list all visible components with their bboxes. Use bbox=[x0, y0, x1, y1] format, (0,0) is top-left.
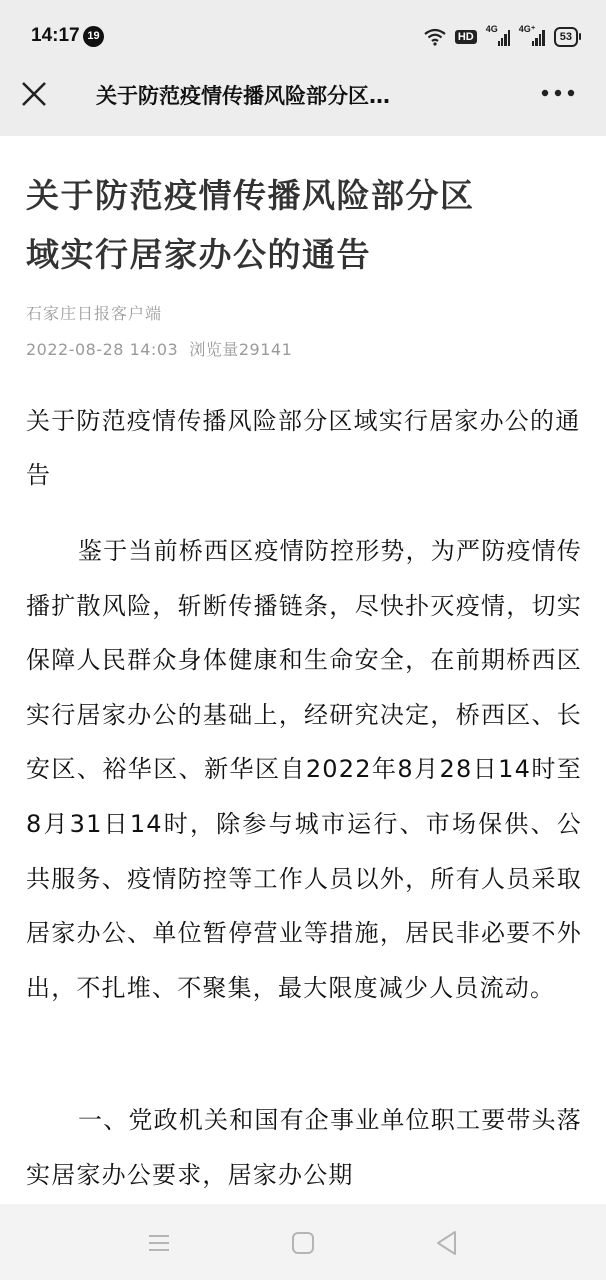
wifi-icon bbox=[424, 28, 446, 46]
system-nav-bar bbox=[0, 1204, 606, 1280]
notification-count-badge: 19 bbox=[83, 26, 104, 47]
article-source[interactable]: 石家庄日报客户端 bbox=[26, 304, 163, 323]
article-title bbox=[26, 166, 576, 284]
article-title-line-1: 关于防范疫情传播风险部分区 bbox=[26, 176, 475, 215]
nav-title: 关于防范疫情传播风险部分区… bbox=[96, 84, 390, 108]
more-icon[interactable] bbox=[540, 80, 576, 106]
status-bar bbox=[0, 0, 606, 70]
article-paragraph-1: 鉴于当前桥西区疫情防控形势，为严防疫情传播扩散风险，斩断传播链条，尽快扑灭疫情，切实保障人民群众身体健康和生命安全，在前期桥西区实行居家办公的基础上，经研究决定，桥西区、长安区、裕华区、新华区自2022年8月28日14时至8月31日14时，除参与城市运行、市场保供、公共服务、疫情防控等工作人员以外，所有人员采取居家办公、单位暂停营业等措施，居民非必要不外出，不扎堆、不聚集，最大限度减少人员流动。 bbox=[26, 537, 582, 1002]
battery-icon: 53 bbox=[554, 27, 578, 47]
body-heading: 关于防范疫情传播风险部分区域实行居家办公的通告 bbox=[26, 407, 581, 489]
article-datetime: 2022-08-28 14:03 bbox=[26, 340, 179, 359]
close-icon[interactable] bbox=[18, 78, 50, 110]
menu-icon[interactable] bbox=[145, 1229, 173, 1257]
signal-2-icon bbox=[518, 24, 545, 46]
article-content[interactable] bbox=[0, 136, 606, 1204]
signal-2-label: 4G⁺ bbox=[518, 24, 536, 34]
home-icon[interactable] bbox=[289, 1229, 317, 1257]
hd-voice-icon: HD bbox=[455, 30, 477, 44]
article-title-line-2: 域实行居家办公的通告 bbox=[26, 235, 371, 274]
article-meta bbox=[26, 337, 292, 360]
article-paragraph-2: 一、党政机关和国有企事业单位职工要带头落实居家办公要求，居家办公期 bbox=[26, 1106, 582, 1189]
status-time: 14:17 bbox=[31, 25, 80, 46]
back-icon[interactable] bbox=[433, 1229, 461, 1257]
status-icons bbox=[424, 24, 578, 50]
signal-1-label: 4G bbox=[485, 24, 498, 34]
signal-1-icon bbox=[485, 24, 510, 46]
article-views: 浏览量29141 bbox=[189, 340, 293, 359]
